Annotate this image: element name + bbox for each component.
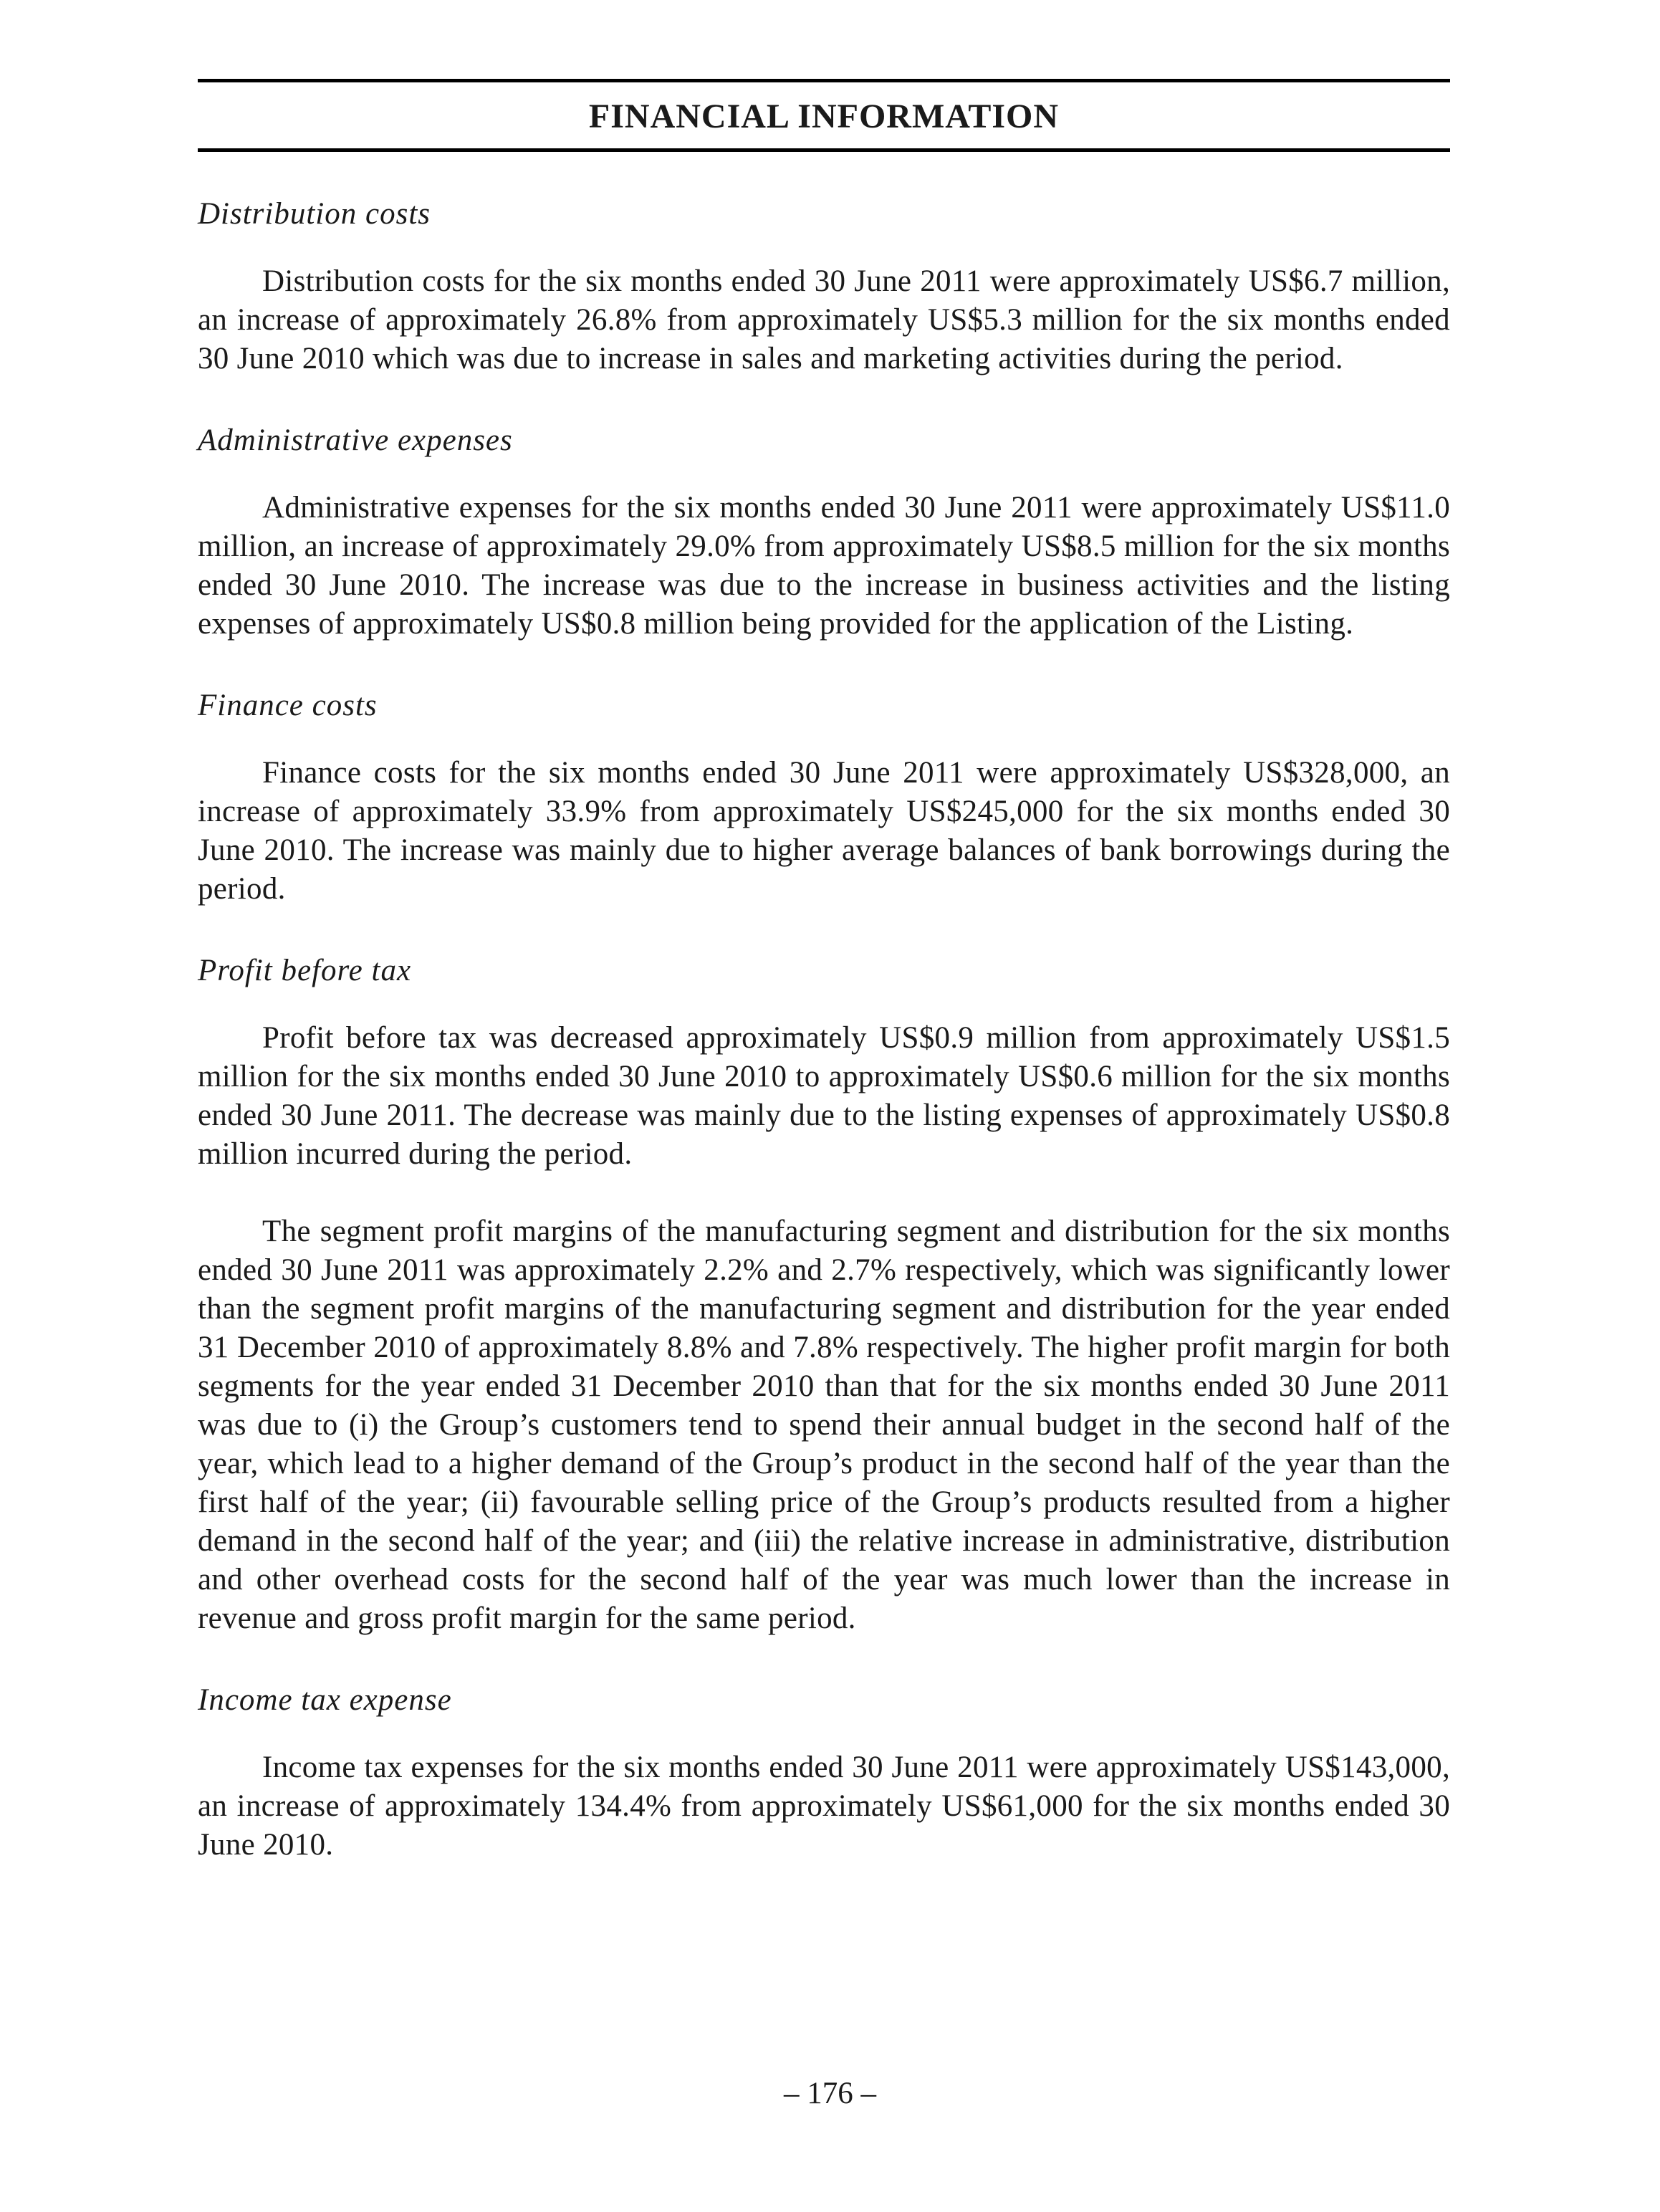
section-heading: Income tax expense: [198, 1683, 452, 1717]
section-heading: Administrative expenses: [198, 423, 513, 457]
document-page: [198, 79, 1450, 1864]
paragraph: Administrative expenses for the six months ended 30 June 2011 were approximately US$11.0 million, an increase of approximately 29.0% from approximately US$8.5 million for the six months ended 30 June 2010. The increase was due to the increase in business activities and the listing expenses of approximately US$0.8 million being provided for the application of the Listing.: [198, 491, 1450, 641]
section-profit-before-tax: [198, 953, 1450, 1638]
page-number: – 176 –: [784, 2077, 876, 2110]
section-heading: Finance costs: [198, 689, 378, 722]
paragraph: Profit before tax was decreased approximately US$0.9 million from approximately US$1.5 million for the six months ended 30 June 2010 to approximately US$0.6 million for the six months ended 30 June 2011. The decrease was mainly due to the listing expenses of approximately US$0.8 million incurred during the period.: [198, 1021, 1450, 1171]
section-finance-costs: [198, 688, 1450, 909]
paragraph: Income tax expenses for the six months ended 30 June 2011 were approximately US$143,000, an increase of approximately 134.4% from approximately US$61,000 for the six months ended 30 June 2010.: [198, 1751, 1450, 1862]
section-heading: Distribution costs: [198, 197, 431, 231]
paragraph: Distribution costs for the six months ended 30 June 2011 were approximately US$6.7 million, an increase of approximately 26.8% from approximately US$5.3 million for the six months ended 30 June 2010 which was due to increase in sales and marketing activities during the period.: [198, 264, 1450, 375]
section-income-tax-expense: [198, 1682, 1450, 1864]
section-administrative-expenses: [198, 423, 1450, 643]
section-distribution-costs: [198, 196, 1450, 378]
section-heading: Profit before tax: [198, 954, 412, 987]
page-header-title: FINANCIAL INFORMATION: [588, 97, 1060, 135]
paragraph: The segment profit margins of the manufacturing segment and distribution for the six months ended 30 June 2011 was approximately 2.2% and 2.7% respectively, which was significantly lower than the segment profit margins of the manufacturing segment and distribution for the year ended 31 December 2010 of approximately 8.8% and 7.8% respectively. The higher profit margin for both segments for the year ended 31 December 2010 than that for the six months ended 30 June 2011 was due to (i) the Group’s customers tend to spend their annual budget in the second half of the year, which lead to a higher demand of the Group’s product in the second half of the year than the first half of the year; (ii) favourable selling price of the Group’s products resulted from a higher demand in the second half of the year; and (iii) the relative increase in administrative, distribution and other overhead costs for the second half of the year was much lower than the increase in revenue and gross profit margin for the same period.: [198, 1215, 1450, 1635]
paragraph: Finance costs for the six months ended 30 June 2011 were approximately US$328,000, an increase of approximately 33.9% from approximately US$245,000 for the six months ended 30 June 2010. The increase was mainly due to higher average balances of bank borrowings during the period.: [198, 756, 1450, 906]
header-bottom-rule: [198, 148, 1450, 152]
